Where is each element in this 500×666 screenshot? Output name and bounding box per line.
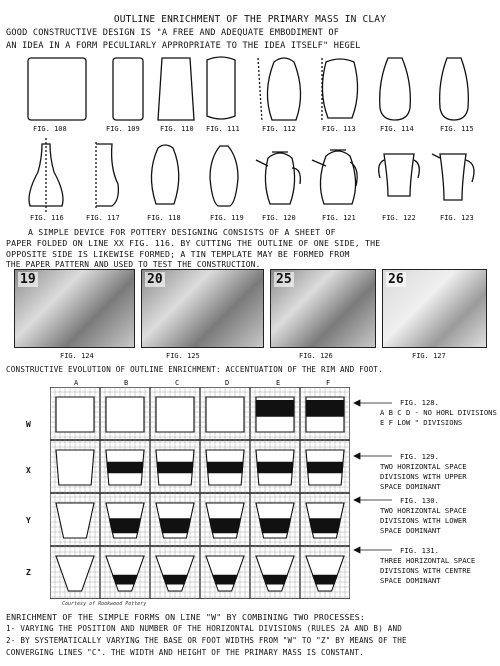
note-line: TWO HORIZONTAL SPACE [380,506,467,515]
note-fig-label: FIG. 131. [400,546,439,555]
note-fig-label: FIG. 130. [400,496,439,505]
photo-number: 26 [388,272,404,287]
fig-label: FIG. 116 [30,214,64,222]
grid-vessel-band [307,462,343,473]
note-line: TWO HORIZONTAL SPACE [380,462,467,471]
grid-vessel-band [157,462,193,473]
grid-vessel-band [163,575,187,584]
grid-vessel-outline [256,556,294,591]
vessel-fig-117 [96,144,118,206]
note-line: SPACE DOMINANT [380,526,441,535]
note-fig-label: FIG. 128. [400,398,439,407]
grid-vessel-band [209,519,240,533]
grid-vessel-outline [156,556,194,591]
vessel-fig-120 [256,152,300,204]
vessel-fig-122 [379,154,420,196]
row-label: W [26,420,31,429]
row-label: X [26,466,31,475]
photo-potter-wheel-20 [141,269,264,348]
vessel-fig-121 [312,150,357,204]
evolution-grid [50,387,350,599]
grid-vessel-band [313,575,337,584]
vessel-fig-112 [267,58,300,120]
grid-vessel-band [107,462,143,473]
photo-number: 19 [20,272,36,287]
note-arrows [352,398,392,598]
note-line: DIVISIONS WITH LOWER [380,516,467,525]
grid-vessel-band [263,575,287,584]
fig-label: FIG. 124 [60,352,94,360]
fig-label: FIG. 126 [299,352,333,360]
fig-label: FIG. 118 [147,214,181,222]
photo-potter-wheel-25 [270,269,376,348]
hegel-quote-line-2: AN IDEA IN A FORM PECULIARLY APPROPRIATE TO THE IDEA ITSELF" HEGEL [6,41,361,51]
device-paragraph-line-2: PAPER FOLDED ON LINE XX FIG. 116. BY CUTTING THE OUTLINE OF ONE SIDE, THE [6,238,381,248]
column-label: D [225,379,230,387]
note-line: THREE HORIZONTAL SPACE [380,556,476,565]
page-title: OUTLINE ENRICHMENT OF THE PRIMARY MASS IN CLAY [113,14,387,25]
note-line: SPACE DOMINANT [380,576,441,585]
vessel-fig-115 [440,58,469,120]
footer-line-1: ENRICHMENT OF THE SIMPLE FORMS ON LINE "W" BY COMBINING TWO PROCESSES: [6,612,366,622]
vessel-fig-111 [207,57,235,119]
evolution-title: CONSTRUCTIVE EVOLUTION OF OUTLINE ENRICHMENT: ACCENTUATION OF THE RIM AND FOOT. [6,365,383,374]
fig-label: FIG. 125 [166,352,200,360]
device-paragraph-line-1: A SIMPLE DEVICE FOR POTTERY DESIGNING CONSISTS OF A SHEET OF [28,227,336,237]
photo-number: 25 [276,272,292,287]
vessel-fig-109 [113,58,143,120]
fig-label: FIG. 121 [322,214,356,222]
grid-vessel-band [256,401,294,417]
grid-vessel-outline [106,556,144,591]
grid-vessel-outline [56,397,94,432]
row-2-figure-labels [0,214,500,224]
grid-vessel-band [113,575,137,584]
vessel-fig-114 [380,58,411,120]
row-label: Y [26,516,31,525]
fig-label: FIG. 122 [382,214,416,222]
photo-potter-wheel-19 [14,269,135,348]
note-fig-131 [380,546,475,586]
vessel-fig-110 [158,58,194,120]
fig-label: FIG. 109 [106,125,140,133]
vessel-fig-123 [432,154,474,200]
grid-vessel-band [306,401,344,417]
note-line: DIVISIONS WITH UPPER [380,472,467,481]
note-fig-128 [380,398,497,428]
grid-vessel-outline [56,556,94,591]
grid-vessel-band [207,462,243,473]
note-line: DIVISIONS WITH CENTRE [380,566,471,575]
fig-label: FIG. 114 [380,125,414,133]
column-label: F [326,379,331,387]
column-label: C [175,379,180,387]
device-paragraph-line-3: OPPOSITE SIDE IS LIKEWISE FORMED; A TIN TEMPLATE MAY BE FORMED FROM [6,249,350,259]
fig-label: FIG. 112 [262,125,296,133]
fig-label: FIG. 120 [262,214,296,222]
grid-vessel-outline [56,503,94,538]
vessel-fig-118 [151,145,178,204]
vessel-fig-108 [28,58,86,120]
grid-vessel-outline [56,450,94,485]
vessel-fig-113 [322,59,357,118]
row-2-vessel-outlines [0,138,500,218]
fig-label: FIG. 110 [160,125,194,133]
grid-vessel-band [213,575,237,584]
grid-vessel-band [309,519,340,533]
vessel-fig-119 [210,146,238,206]
row-1-figure-labels [0,125,500,135]
fig-label: FIG. 108 [33,125,67,133]
footer-line-3: 2- BY SYSTEMATICALLY VARYING THE BASE OR FOOT WIDTHS FROM "W" TO "Z" BY MEANS OF THE [6,636,407,645]
grid-vessel-band [109,519,140,533]
grid-vessel-band [259,519,290,533]
row-label: Z [26,568,31,577]
note-line: A B C D - NO HORL DIVISIONS [380,408,497,417]
grid-vessel-outline [156,397,194,432]
fig-label: FIG. 127 [412,352,446,360]
grid-vessel-outline [306,556,344,591]
photo-credit: Courtesy of Rookwood Pottery [62,601,147,607]
hegel-quote-line-1: GOOD CONSTRUCTIVE DESIGN IS "A FREE AND ADEQUATE EMBODIMENT OF [6,28,340,38]
photo-vase-on-stand-26 [382,269,487,348]
note-fig-129 [380,452,467,492]
grid-vessel-band [257,462,293,473]
grid-vessel-outline [206,397,244,432]
grid-vessel-outline [106,397,144,432]
device-paragraph-line-4: THE PAPER PATTERN AND USED TO TEST THE CONSTRUCTION. [6,260,261,269]
footer-line-2: 1- VARYING THE POSITION AND NUMBER OF THE HORIZONTAL DIVISIONS (RULES 2A AND B) AND [6,624,403,633]
column-label: E [276,379,281,387]
column-label: A [74,379,79,387]
row-1-vessel-outlines [0,52,500,132]
column-label: B [124,379,129,387]
footer-line-4: CONVERGING LINES "C". THE WIDTH AND HEIGHT OF THE PRIMARY MASS IS CONSTANT. [6,648,364,657]
note-line: E F LOW " DIVISIONS [380,418,463,427]
grid-vessel-band [159,519,190,533]
note-line: SPACE DOMINANT [380,482,441,491]
fig-label: FIG. 117 [86,214,120,222]
photo-number: 20 [147,272,163,287]
fig-label: FIG. 115 [440,125,474,133]
note-fig-130 [380,496,467,536]
fig-label: FIG. 111 [206,125,240,133]
note-fig-label: FIG. 129. [400,452,439,461]
grid-vessel-outline [206,556,244,591]
photo-figure-labels [0,352,500,362]
fig-label: FIG. 119 [210,214,244,222]
fig-label: FIG. 113 [322,125,356,133]
fig-label: FIG. 123 [440,214,474,222]
